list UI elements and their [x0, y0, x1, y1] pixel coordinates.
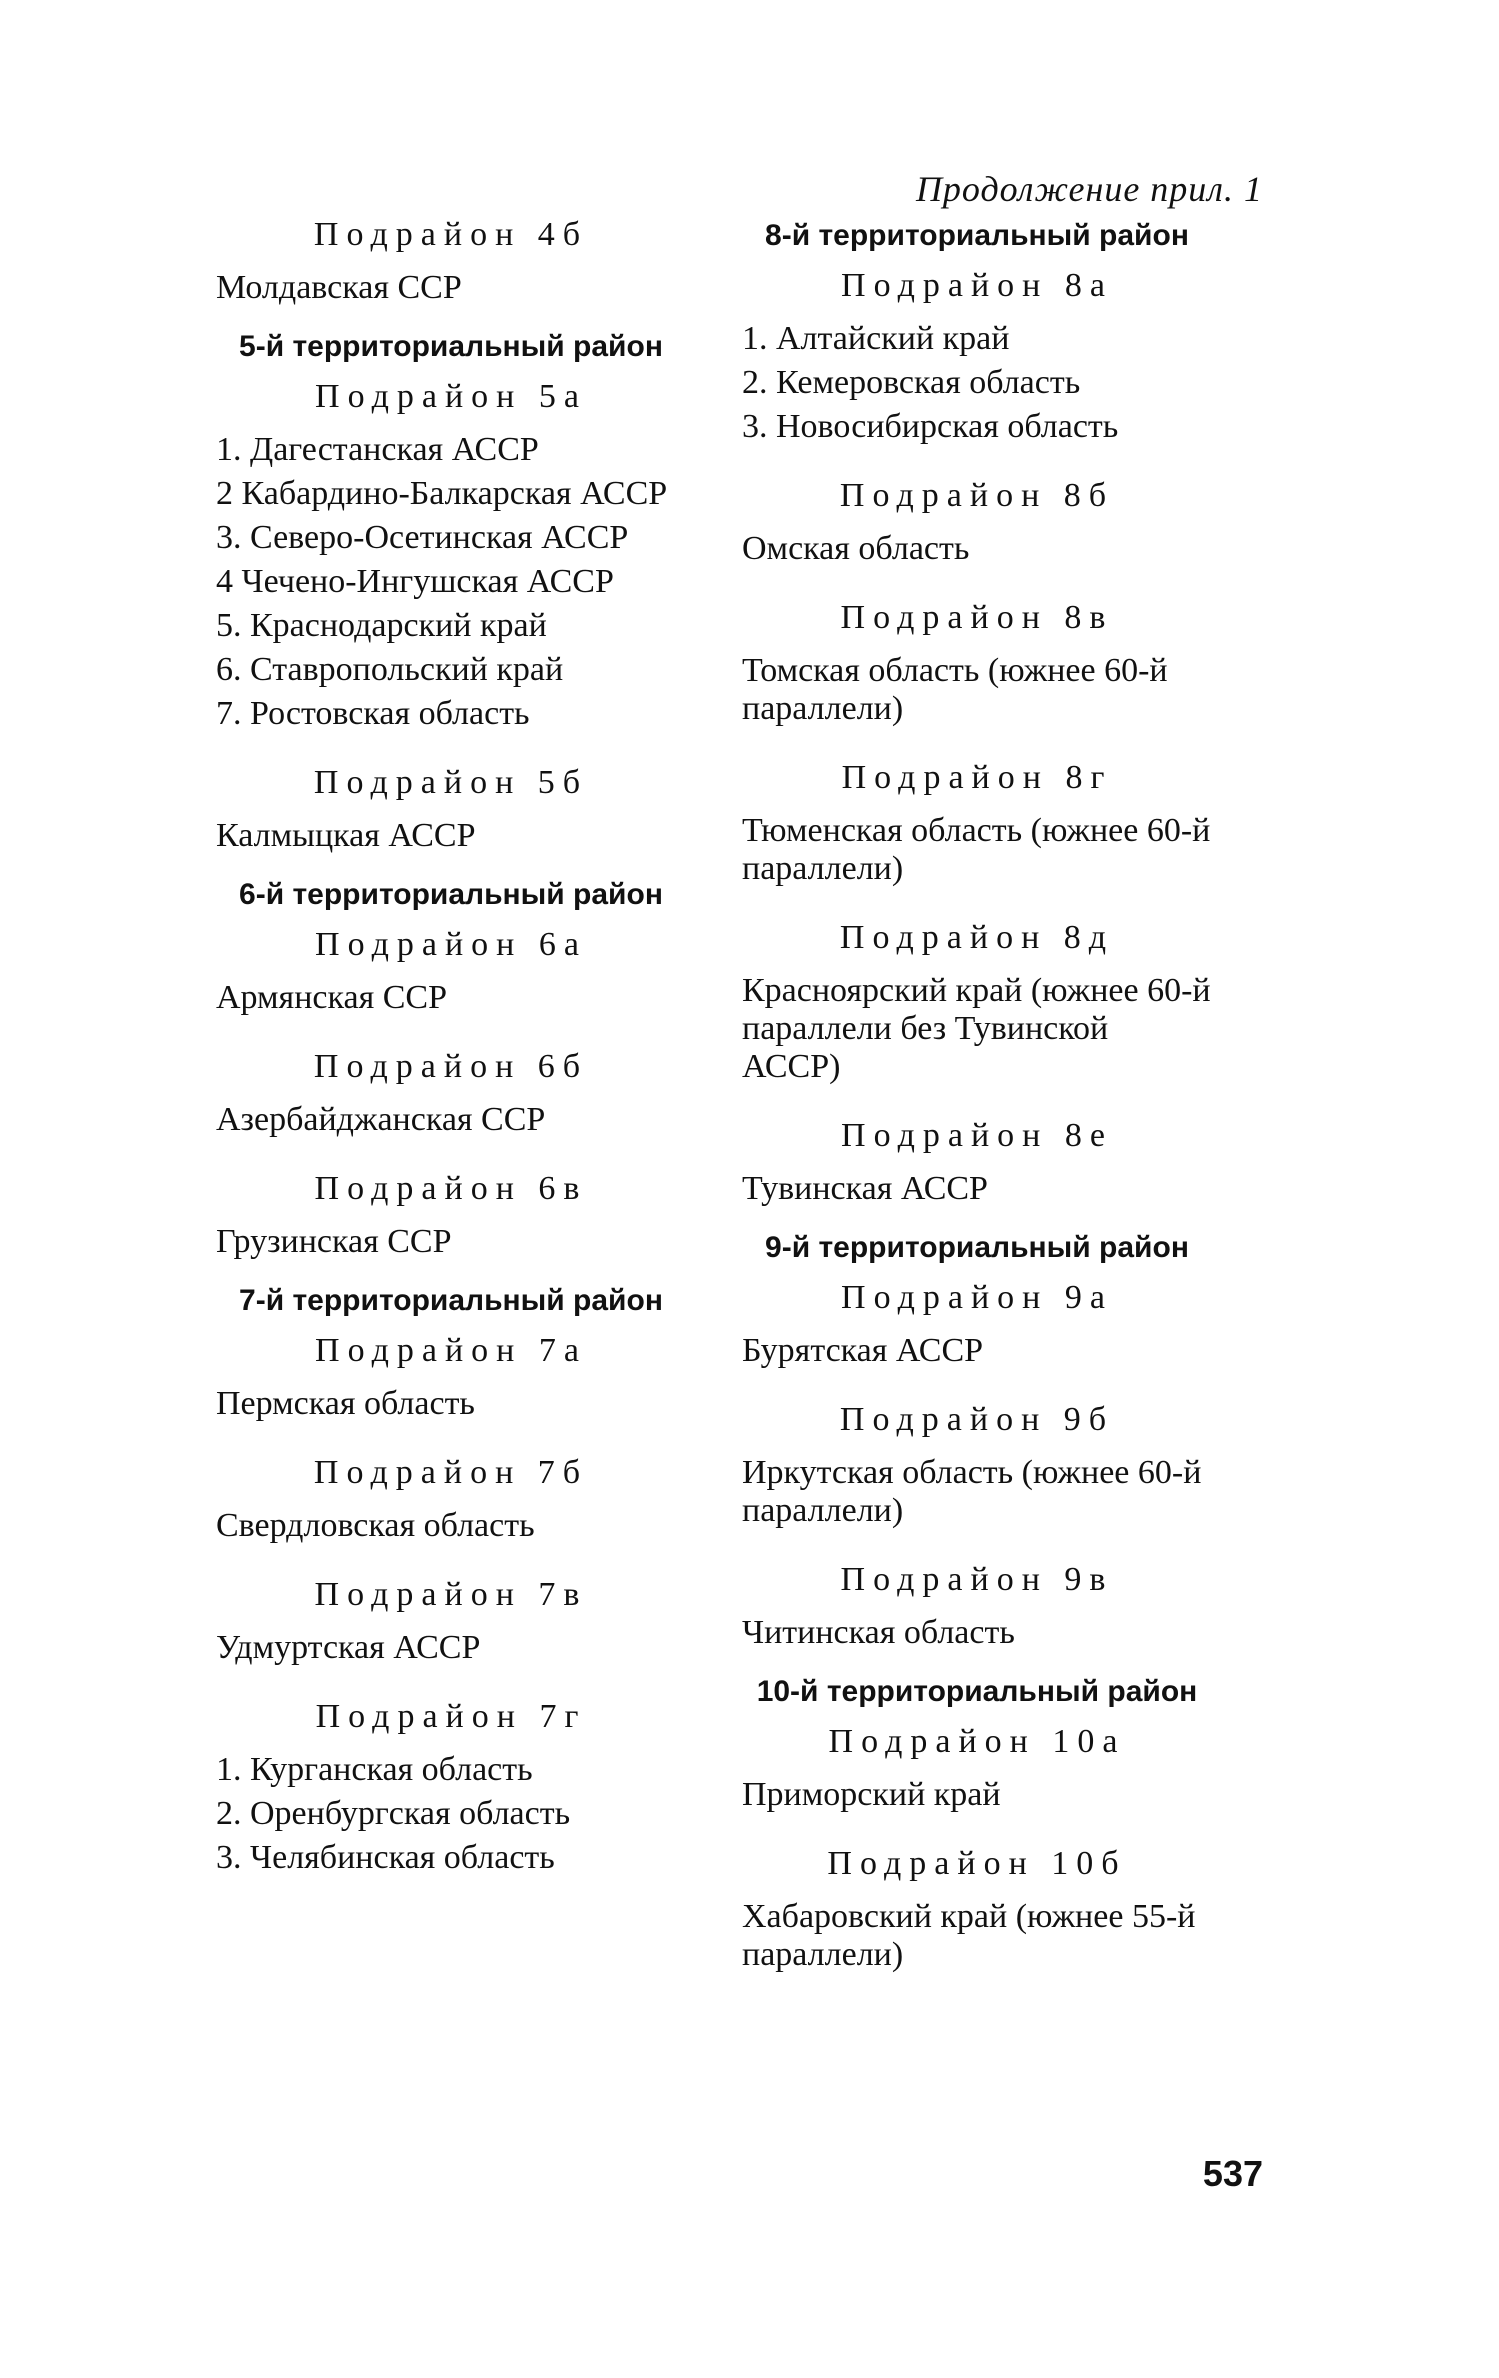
subregion-heading: Подрайон 6а: [315, 926, 587, 963]
subregion-heading: Подрайон 8г: [841, 759, 1113, 796]
subregion-heading: Подрайон 5а: [315, 378, 587, 415]
region-item: Приморский край: [742, 1776, 1001, 1813]
subregion-heading: Подрайон 9б: [839, 1401, 1115, 1438]
page-number: 537: [1202, 2153, 1263, 2194]
subregion-heading: Подрайон 10а: [828, 1723, 1126, 1760]
region-item: Иркутская область (южнее 60-й параллели): [742, 1454, 1202, 1529]
region-item: Омская область: [742, 530, 970, 567]
subregion-heading: Подрайон 8б: [839, 477, 1115, 514]
region-item: 1. Алтайский край: [742, 320, 1010, 357]
region-item: Пермская область: [216, 1385, 475, 1422]
region-item: 2. Кемеровская область: [742, 364, 1081, 401]
region-item: 4 Чечено-Ингушская АССР: [216, 563, 614, 600]
region-item: Армянская ССР: [216, 979, 447, 1016]
region-item: Читинская область: [742, 1614, 1015, 1651]
region-item: Азербайджанская ССР: [216, 1101, 546, 1138]
left-column: [216, 215, 686, 1883]
region-item: 3. Челябинская область: [216, 1839, 555, 1876]
region-item: Тувинская АССР: [742, 1170, 988, 1207]
region-item: 2 Кабардино-Балкарская АССР: [216, 475, 668, 512]
territorial-district-heading: 10-й территориальный район: [756, 1675, 1198, 1708]
subregion-heading: Подрайон 10б: [827, 1845, 1127, 1882]
region-item: Тюменская область (южнее 60-й параллели): [742, 812, 1211, 887]
region-item: Грузинская ССР: [216, 1223, 452, 1260]
right-column: [742, 218, 1212, 1980]
subregion-heading: Подрайон 6в: [314, 1170, 588, 1207]
region-item: Хабаровский край (южнее 55-й параллели): [742, 1898, 1196, 1973]
region-item: 1. Курганская область: [216, 1751, 533, 1788]
region-item: 2. Оренбургская область: [216, 1795, 571, 1832]
region-item: 3. Северо-Осетинская АССР: [216, 519, 629, 556]
territorial-district-heading: 8-й территориальный район: [765, 219, 1189, 252]
region-item: Красноярский край (южнее 60-й параллели без Тувинской АССР): [742, 972, 1211, 1085]
subregion-heading: Подрайон 8в: [840, 599, 1114, 636]
region-item: 6. Ставропольский край: [216, 651, 564, 688]
region-item: 3. Новосибирская область: [742, 408, 1119, 445]
region-item: 7. Ростовская область: [216, 695, 530, 732]
subregion-heading: Подрайон 8а: [841, 267, 1113, 304]
territorial-district-heading: 6-й территориальный район: [239, 878, 663, 911]
region-item: Свердловская область: [216, 1507, 535, 1544]
region-item: Калмыцкая АССР: [216, 817, 476, 854]
region-item: 1. Дагестанская АССР: [216, 431, 539, 468]
territorial-district-heading: 5-й территориальный район: [239, 330, 663, 363]
subregion-heading: Подрайон 8е: [841, 1117, 1113, 1154]
subregion-heading: Подрайон 4б: [313, 216, 589, 253]
region-item: Бурятская АССР: [742, 1332, 984, 1369]
territorial-district-heading: 7-й территориальный район: [239, 1284, 663, 1317]
territorial-district-heading: 9-й территориальный район: [765, 1231, 1189, 1264]
subregion-heading: Подрайон 7а: [315, 1332, 587, 1369]
subregion-heading: Подрайон 7б: [313, 1454, 589, 1491]
region-item: Томская область (южнее 60-й параллели): [742, 652, 1168, 727]
subregion-heading: Подрайон 9в: [840, 1561, 1114, 1598]
subregion-heading: Подрайон 9а: [841, 1279, 1113, 1316]
subregion-heading: Подрайон 6б: [313, 1048, 589, 1085]
subregion-heading: Подрайон 5б: [313, 764, 589, 801]
region-item: Молдавская ССР: [216, 269, 462, 306]
region-item: 5. Краснодарский край: [216, 607, 547, 644]
subregion-heading: Подрайон 8д: [839, 919, 1115, 956]
region-item: Удмуртская АССР: [216, 1629, 481, 1666]
continuation-caption: Продолжение прил. 1: [915, 169, 1263, 209]
subregion-heading: Подрайон 7г: [315, 1698, 587, 1735]
subregion-heading: Подрайон 7в: [314, 1576, 588, 1613]
